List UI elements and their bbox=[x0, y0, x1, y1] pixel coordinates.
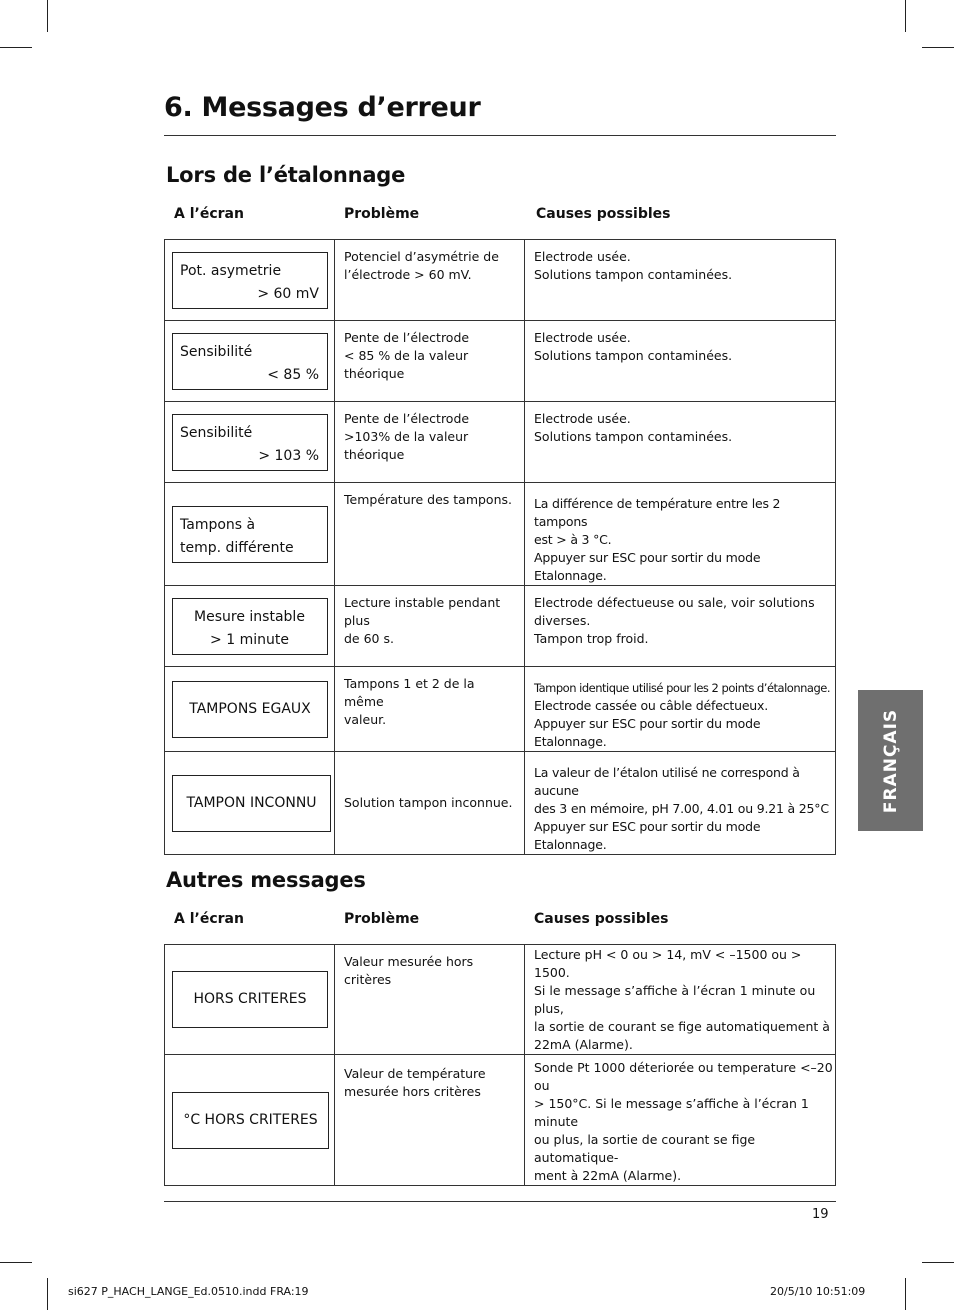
causes-cell: Electrode usée. Solutions tampon contaminées. bbox=[525, 402, 836, 483]
table-row bbox=[165, 483, 836, 586]
problem-cell: Pente de l’électrode < 85 % de la valeur théorique bbox=[335, 321, 525, 402]
col-header-problem: Problème bbox=[344, 206, 420, 222]
problem-cell: Potenciel d’asymétrie de l’électrode > 60 mV. bbox=[335, 240, 525, 321]
display-cell bbox=[165, 1055, 335, 1186]
table-row bbox=[165, 321, 836, 402]
display-cell bbox=[165, 240, 335, 321]
table-row bbox=[165, 402, 836, 483]
lcd-screen: °C HORS CRITERES bbox=[172, 1092, 329, 1149]
lcd-screen: Mesure instable > 1 minute bbox=[172, 598, 328, 655]
display-cell bbox=[165, 483, 335, 586]
causes-cell: Lecture pH < 0 ou > 14, mV < –1500 ou > 1500. Si le message s’affiche à l’écran 1 minute ou plus, la sortie de courant se fige automatiquement à 22mA (Alarme). bbox=[525, 945, 836, 1055]
table-row bbox=[165, 586, 836, 667]
lcd-screen: TAMPONS EGAUX bbox=[172, 681, 328, 738]
language-tab-label: FRANÇAIS bbox=[880, 708, 901, 813]
col-header-causes: Causes possibles bbox=[534, 911, 669, 927]
problem-cell: Température des tampons. bbox=[335, 483, 525, 586]
other-errors-table bbox=[164, 944, 836, 1186]
problem-cell: Pente de l’électrode >103% de la valeur théorique bbox=[335, 402, 525, 483]
display-cell bbox=[165, 586, 335, 667]
crop-mark bbox=[905, 0, 906, 32]
causes-cell: Sonde Pt 1000 déteriorée ou temperature <–20 ou > 150°C. Si le message s’affiche à l’écran 1 minute ou plus, la sortie de courant se fige automatique- ment à 22mA (Alarme). bbox=[525, 1055, 836, 1186]
causes-cell: La différence de température entre les 2 tampons est > à 3 °C. Appuyer sur ESC pour sortir du mode Etalonnage. bbox=[525, 483, 836, 586]
footer-timestamp: 20/5/10 10:51:09 bbox=[770, 1285, 866, 1298]
lcd-screen: Tampons à temp. différente bbox=[172, 506, 328, 563]
col-header-display: A l’écran bbox=[174, 206, 244, 222]
crop-mark bbox=[47, 0, 48, 32]
page-title: 6. Messages d’erreur bbox=[164, 92, 481, 123]
causes-cell: La valeur de l’étalon utilisé ne correspond à aucune des 3 en mémoire, pH 7.00, 4.01 ou 9.21 à 25°C Appuyer sur ESC pour sortir du mode Etalonnage. bbox=[525, 752, 836, 855]
crop-mark bbox=[922, 47, 954, 48]
lcd-screen: Sensibilité < 85 % bbox=[172, 333, 328, 390]
table-row bbox=[165, 1055, 836, 1186]
causes-cell: Electrode défectueuse ou sale, voir solutions diverses. Tampon trop froid. bbox=[525, 586, 836, 667]
table-row bbox=[165, 667, 836, 752]
col-header-causes: Causes possibles bbox=[536, 206, 671, 222]
footer-file-info: si627 P_HACH_LANGE_Ed.0510.indd FRA:19 bbox=[68, 1285, 309, 1298]
title-rule bbox=[164, 135, 836, 136]
display-cell bbox=[165, 667, 335, 752]
display-cell bbox=[165, 402, 335, 483]
col-header-problem: Problème bbox=[344, 911, 420, 927]
display-cell bbox=[165, 321, 335, 402]
footer-rule bbox=[164, 1201, 836, 1202]
calibration-errors-table bbox=[164, 239, 836, 855]
causes-cell: Electrode usée. Solutions tampon contaminées. bbox=[525, 240, 836, 321]
problem-cell: Valeur de température mesurée hors critères bbox=[335, 1055, 525, 1186]
language-tab bbox=[858, 690, 923, 831]
section-title-other: Autres messages bbox=[166, 868, 366, 892]
problem-cell: Valeur mesurée hors critères bbox=[335, 945, 525, 1055]
display-cell bbox=[165, 752, 335, 855]
display-cell bbox=[165, 945, 335, 1055]
causes-cell: Tampon identique utilisé pour les 2 points d’étalonnage. Electrode cassée ou câble défectueux. Appuyer sur ESC pour sortir du mode Etalonnage. bbox=[525, 667, 836, 752]
lcd-screen: Sensibilité > 103 % bbox=[172, 414, 328, 471]
problem-cell: Tampons 1 et 2 de la même valeur. bbox=[335, 667, 525, 752]
section-title-calibration: Lors de l’étalonnage bbox=[166, 163, 406, 187]
crop-mark bbox=[922, 1262, 954, 1263]
lcd-screen: HORS CRITERES bbox=[172, 971, 328, 1028]
crop-mark bbox=[47, 1278, 48, 1310]
lcd-screen: TAMPON INCONNU bbox=[172, 775, 331, 832]
problem-cell: Lecture instable pendant plus de 60 s. bbox=[335, 586, 525, 667]
page-number: 19 bbox=[812, 1207, 829, 1222]
table-row bbox=[165, 945, 836, 1055]
crop-mark bbox=[0, 1262, 32, 1263]
crop-mark bbox=[0, 47, 32, 48]
causes-cell: Electrode usée. Solutions tampon contaminées. bbox=[525, 321, 836, 402]
lcd-screen: Pot. asymetrie > 60 mV bbox=[172, 252, 328, 309]
table-row bbox=[165, 240, 836, 321]
col-header-display: A l’écran bbox=[174, 911, 244, 927]
problem-cell: Solution tampon inconnue. bbox=[335, 752, 525, 855]
table-row bbox=[165, 752, 836, 855]
crop-mark bbox=[905, 1278, 906, 1310]
